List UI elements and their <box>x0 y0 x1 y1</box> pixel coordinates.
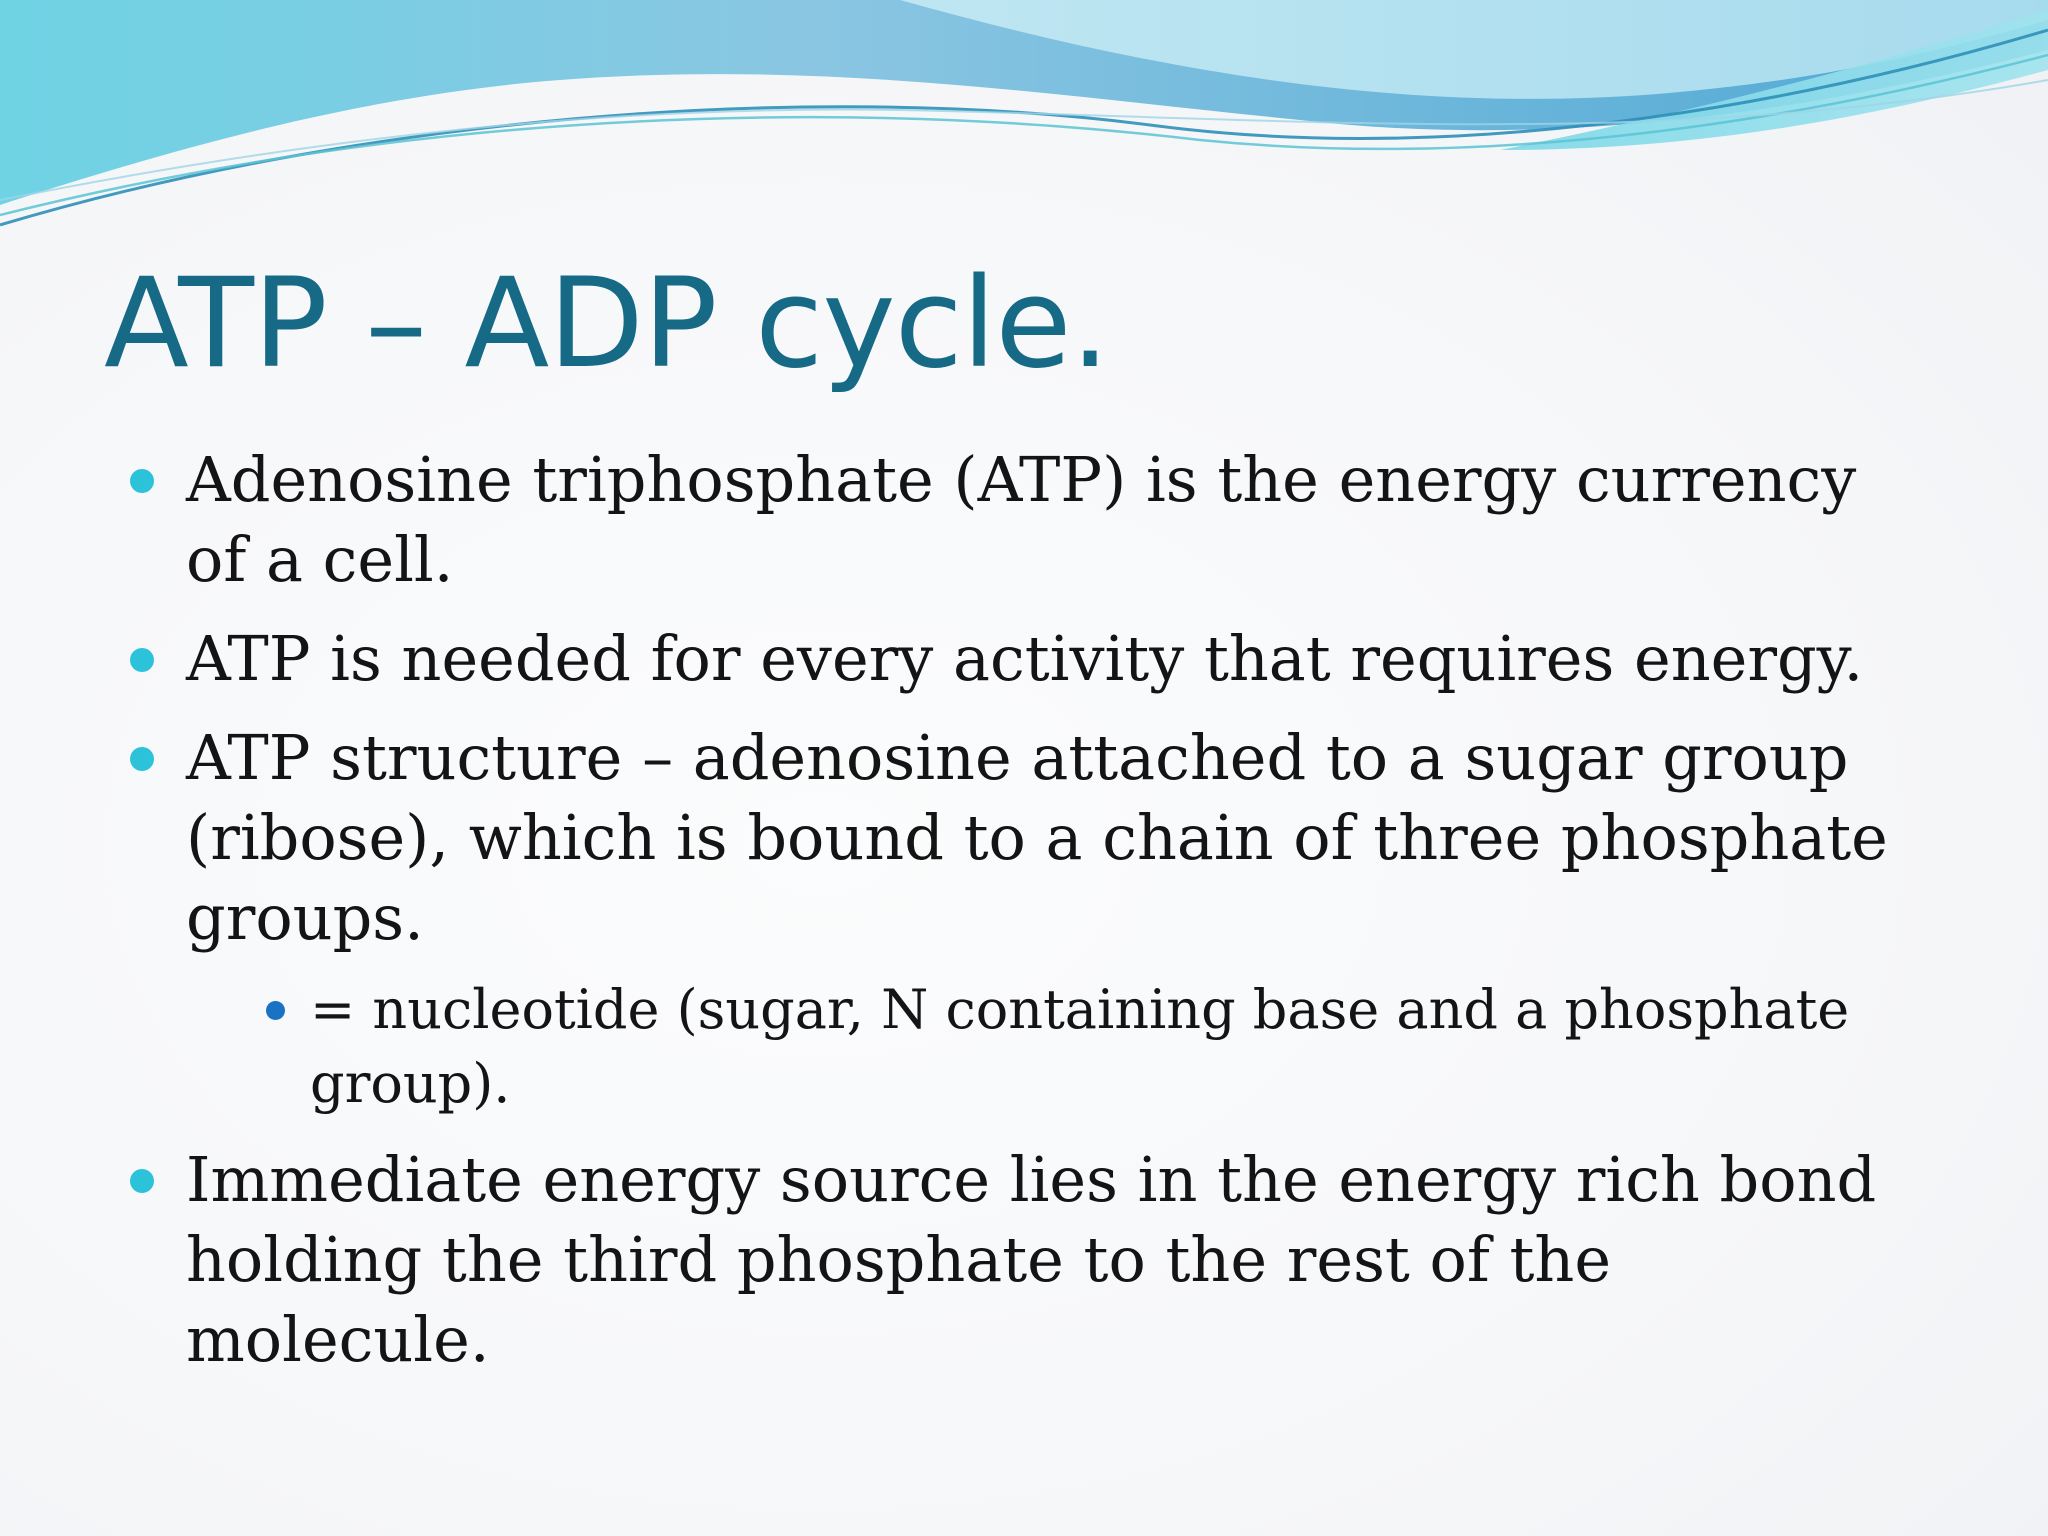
slide-title: ATP – ADP cycle. <box>104 252 1109 396</box>
sub-bullet-nucleotide: = nucleotide (sugar, N containing base and a phosphate group). <box>266 973 1930 1121</box>
bullet-energy-source: Immediate energy source lies in the energy rich bond holding the third phosphate to the rest of the molecule. <box>130 1140 1930 1380</box>
header-wave-decoration <box>0 0 2048 260</box>
bullet-list <box>130 440 1930 1399</box>
bullet-atp-structure: ATP structure – adenosine attached to a sugar group (ribose), which is bound to a chain of three phosphate groups. <box>130 718 1930 958</box>
bullet-atp-needed: ATP is needed for every activity that requires energy. <box>130 619 1930 699</box>
bullet-atp-definition: Adenosine triphosphate (ATP) is the energy currency of a cell. <box>130 440 1930 600</box>
